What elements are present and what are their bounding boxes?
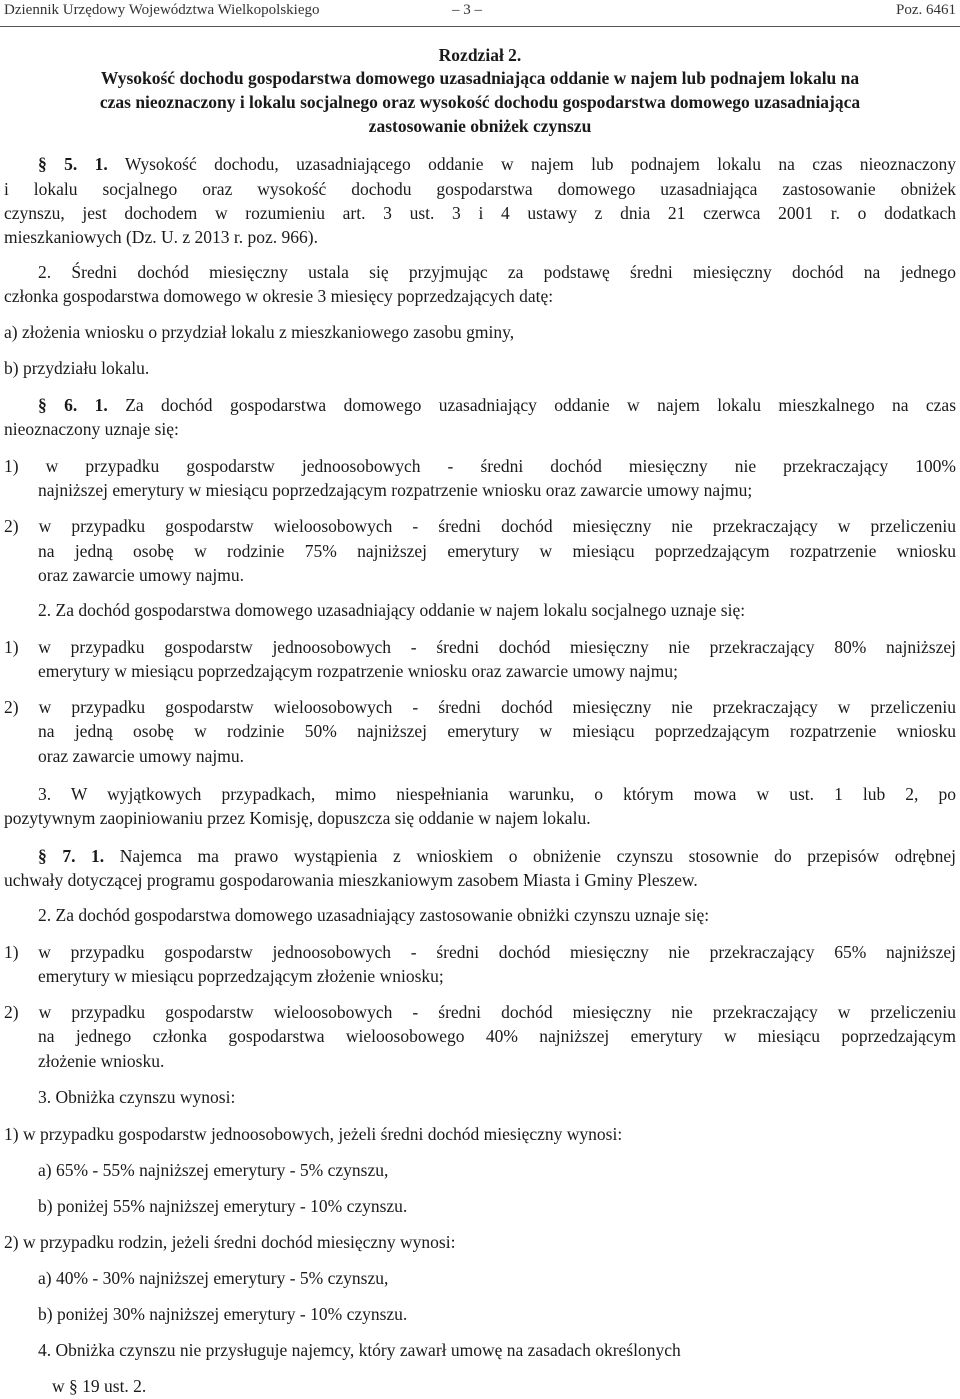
- text-span: Za dochód gospodarstwa domowego uzasadniający oddanie w najem lokalu mieszkalnego na czas: [107, 395, 957, 415]
- list-item: a) złożenia wniosku o przydział lokalu z mieszkaniowego zasobu gminy,: [4, 322, 515, 342]
- chapter-title-line: Wysokość dochodu gospodarstwa domowego uzasadniająca oddanie w najem lub podnajem lokalu na: [100, 68, 860, 88]
- paragraph-line: i lokalu socjalnego oraz wysokość dochodu gospodarstwa domowego uzasadniająca zastosowanie obniżek: [4, 179, 956, 199]
- paragraph-line: 2. Średni dochód miesięczny ustala się przyjmując za podstawę średni miesięczny dochód na jednego: [38, 262, 956, 282]
- paragraph-line: [38, 394, 956, 417]
- chapter-title-line: zastosowanie obniżek czynszu: [368, 116, 592, 136]
- section-heading: § 7. 1.: [38, 846, 105, 866]
- text-span: Wysokość dochodu, uzasadniającego oddanie w najem lub podnajem lokalu na czas nieoznaczony: [107, 154, 956, 174]
- paragraph-line: 4. Obniżka czynszu nie przysługuje najemcy, który zawarł umowę na zasadach określonych: [38, 1340, 681, 1360]
- list-item: 1) w przypadku gospodarstw jednoosobowych, jeżeli średni dochód miesięczny wynosi:: [4, 1124, 623, 1144]
- list-item: 1) w przypadku gospodarstw jednoosobowych - średni dochód miesięczny nie przekraczający 100%: [4, 456, 956, 476]
- list-item-line: oraz zawarcie umowy najmu.: [38, 565, 245, 585]
- journal-title: Dziennik Urzędowy Województwa Wielkopolskiego: [4, 2, 320, 18]
- sub-list-item: a) 40% - 30% najniższej emerytury - 5% czynszu,: [38, 1268, 389, 1288]
- paragraph-line: w § 19 ust. 2.: [52, 1376, 147, 1396]
- paragraph-line: 3. Obniżka czynszu wynosi:: [38, 1087, 236, 1107]
- chapter-title-line: czas nieoznaczony i lokalu socjalnego oraz wysokość dochodu gospodarstwa domowego uzasadniająca: [99, 92, 861, 112]
- position-number: Poz. 6461: [896, 2, 956, 18]
- paragraph-line: 3. W wyjątkowych przypadkach, mimo niespełniania warunku, o którym mowa w ust. 1 lub 2, po: [38, 784, 956, 804]
- paragraph-line: mieszkaniowych (Dz. U. z 2013 r. poz. 966).: [4, 227, 318, 247]
- list-item-line: na jedną osobę w rodzinie 50% najniższej emerytury w miesiącu poprzedzającym rozpatrzenie wniosku: [38, 721, 956, 741]
- section-heading: § 6. 1.: [38, 395, 108, 415]
- list-item-line: emerytury w miesiącu poprzedzającym złożenie wniosku;: [38, 966, 444, 986]
- paragraph-line: 2. Za dochód gospodarstwa domowego uzasadniający oddanie w najem lokalu socjalnego uznaje się:: [38, 600, 746, 620]
- sub-list-item: b) poniżej 55% najniższej emerytury - 10% czynszu.: [38, 1196, 408, 1216]
- chapter-number: Rozdział 2.: [438, 45, 522, 65]
- list-item: b) przydziału lokalu.: [4, 358, 150, 378]
- list-item-line: emerytury w miesiącu poprzedzającym rozpatrzenie wniosku oraz zawarcie umowy najmu;: [38, 661, 678, 681]
- list-item: 2) w przypadku rodzin, jeżeli średni dochód miesięczny wynosi:: [4, 1232, 456, 1252]
- list-item: 2) w przypadku gospodarstw wieloosobowych - średni dochód miesięczny nie przekraczający w przeliczeniu: [4, 1002, 956, 1022]
- list-item: 1) w przypadku gospodarstw jednoosobowych - średni dochód miesięczny nie przekraczający 65% najniższej: [4, 942, 956, 962]
- list-item-line: na jedną osobę w rodzinie 75% najniższej emerytury w miesiącu poprzedzającym rozpatrzenie wniosku: [38, 541, 956, 561]
- paragraph-line: 2. Za dochód gospodarstwa domowego uzasadniający zastosowanie obniżki czynszu uznaje się:: [38, 905, 710, 925]
- list-item-line: złożenie wniosku.: [38, 1051, 165, 1071]
- paragraph-line: [38, 153, 956, 176]
- sub-list-item: b) poniżej 30% najniższej emerytury - 10% czynszu.: [38, 1304, 408, 1324]
- list-item-line: najniższej emerytury w miesiącu poprzedzającym rozpatrzenie wniosku oraz zawarcie umowy najmu;: [38, 480, 753, 500]
- paragraph-line: [38, 845, 956, 868]
- list-item-line: na jednego członka gospodarstwa wieloosobowego 40% najniższej emerytury w miesiącu poprzedzającym: [38, 1026, 956, 1046]
- list-item-line: oraz zawarcie umowy najmu.: [38, 746, 245, 766]
- paragraph-line: uchwały dotyczącej programu gospodarowania mieszkaniowym zasobem Miasta i Gminy Pleszew.: [4, 870, 698, 890]
- list-item: 2) w przypadku gospodarstw wieloosobowych - średni dochód miesięczny nie przekraczający w przeliczeniu: [4, 697, 956, 717]
- page-number: – 3 –: [452, 2, 482, 18]
- sub-list-item: a) 65% - 55% najniższej emerytury - 5% czynszu,: [38, 1160, 389, 1180]
- section-heading: § 5. 1.: [38, 154, 108, 174]
- list-item: 2) w przypadku gospodarstw wieloosobowych - średni dochód miesięczny nie przekraczający w przeliczeniu: [4, 516, 956, 536]
- paragraph-line: czynszu, jest dochodem w rozumieniu art. 3 ust. 3 i 4 ustawy z dnia 21 czerwca 2001 r. o dodatkach: [4, 203, 956, 223]
- text-span: Najemca ma prawo wystąpienia z wnioskiem o obniżenie czynszu stosownie do przepisów odrębnej: [104, 846, 956, 866]
- list-item: 1) w przypadku gospodarstw jednoosobowych - średni dochód miesięczny nie przekraczający 80% najniższej: [4, 637, 956, 657]
- page-header: [0, 0, 960, 27]
- paragraph-line: pozytywnym zaopiniowaniu przez Komisję, dopuszcza się oddanie w najem lokalu.: [4, 808, 591, 828]
- paragraph-line: nieoznaczony uznaje się:: [4, 419, 179, 439]
- paragraph-line: członka gospodarstwa domowego w okresie 3 miesięcy poprzedzających datę:: [4, 286, 554, 306]
